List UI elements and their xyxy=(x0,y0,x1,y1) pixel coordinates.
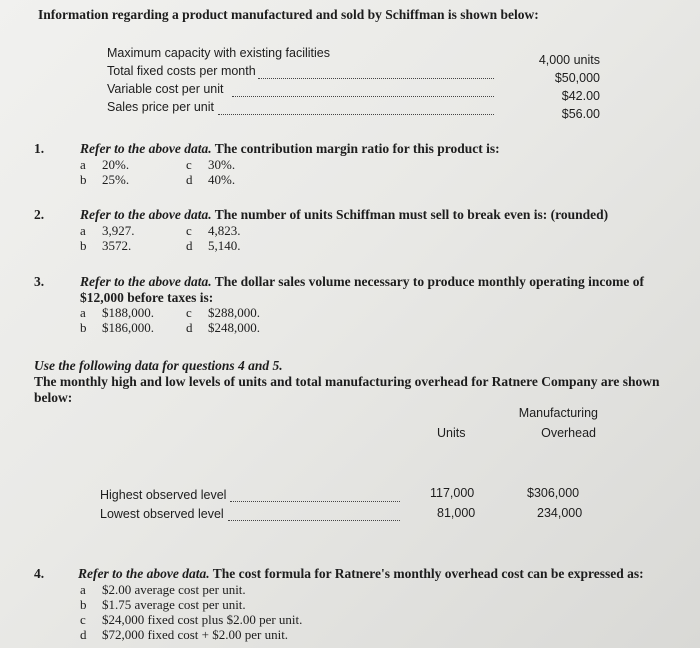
option-c: c $288,000. xyxy=(186,305,260,320)
question-number: 4. xyxy=(34,566,45,581)
prompt-text: The dollar sales volume necessary to produce monthly operating income of xyxy=(214,274,644,289)
prompt-reference: Refer to the above data. xyxy=(80,207,212,222)
section-description: The monthly high and low levels of units and total manufacturing overhead for Ratnere Company are shown xyxy=(34,374,660,389)
product-value: $50,000 xyxy=(554,71,600,85)
option-b: b 3572. xyxy=(80,238,132,253)
option-c: c $24,000 fixed cost plus $2.00 per unit. xyxy=(80,612,303,627)
question-prompt xyxy=(80,274,644,290)
option-b: b $1.75 average cost per unit. xyxy=(80,597,246,612)
question-number: 1. xyxy=(34,141,45,156)
prompt-text: The number of units Schiffman must sell to break even is: (rounded) xyxy=(214,207,609,222)
column-header: Overhead xyxy=(541,426,596,440)
leader-dots xyxy=(218,114,494,115)
option-d: d 5,140. xyxy=(186,238,241,253)
leader-dots xyxy=(258,78,494,79)
option-c: c 4,823. xyxy=(186,223,241,238)
cell-overhead: 234,000 xyxy=(537,506,583,520)
option-a: a 3,927. xyxy=(80,223,135,238)
leader-dots xyxy=(230,501,400,502)
row-label: Highest observed level xyxy=(100,488,227,502)
product-value: 4,000 units xyxy=(538,53,600,67)
question-number: 2. xyxy=(34,207,45,222)
prompt-text: The contribution margin ratio for this product is: xyxy=(214,141,500,156)
option-c: c 30%. xyxy=(186,157,236,172)
column-header: Manufacturing xyxy=(518,406,598,420)
option-a: a 20%. xyxy=(80,157,130,172)
option-b: b 25%. xyxy=(80,172,130,187)
section-description-line2: below: xyxy=(34,390,73,405)
product-label: Total fixed costs per month xyxy=(107,64,256,78)
option-a: a $2.00 average cost per unit. xyxy=(80,582,246,597)
product-label: Maximum capacity with existing facilities xyxy=(107,46,330,60)
prompt-reference: Refer to the above data. xyxy=(80,274,212,289)
option-a: a $188,000. xyxy=(80,305,154,320)
option-d: d 40%. xyxy=(186,172,236,187)
cell-units: 117,000 xyxy=(430,486,475,500)
question-prompt-line2: $12,000 before taxes is: xyxy=(80,290,214,305)
question-prompt xyxy=(80,207,608,223)
option-d: d $72,000 fixed cost + $2.00 per unit. xyxy=(80,627,289,642)
prompt-reference: Refer to the above data. xyxy=(80,141,212,156)
option-b: b $186,000. xyxy=(80,320,154,335)
product-value: $42.00 xyxy=(561,89,600,103)
leader-dots xyxy=(232,96,494,97)
product-value: $56.00 xyxy=(561,107,600,121)
product-label: Variable cost per unit xyxy=(107,82,224,96)
row-label: Lowest observed level xyxy=(100,507,224,521)
cell-overhead: $306,000 xyxy=(527,486,580,500)
prompt-text: The cost formula for Ratnere's monthly overhead cost can be expressed as: xyxy=(212,566,644,581)
intro-text: Information regarding a product manufactured and sold by Schiffman is shown below: xyxy=(38,7,539,22)
option-d: d $248,000. xyxy=(186,320,260,335)
section-heading: Use the following data for questions 4 and 5. xyxy=(34,358,283,373)
cell-units: 81,000 xyxy=(437,506,476,520)
question-prompt xyxy=(78,566,644,582)
question-prompt xyxy=(80,141,500,157)
leader-dots xyxy=(228,520,400,521)
product-label: Sales price per unit xyxy=(107,100,215,114)
column-header: Units xyxy=(437,426,466,440)
question-number: 3. xyxy=(34,274,45,289)
prompt-reference: Refer to the above data. xyxy=(78,566,210,581)
